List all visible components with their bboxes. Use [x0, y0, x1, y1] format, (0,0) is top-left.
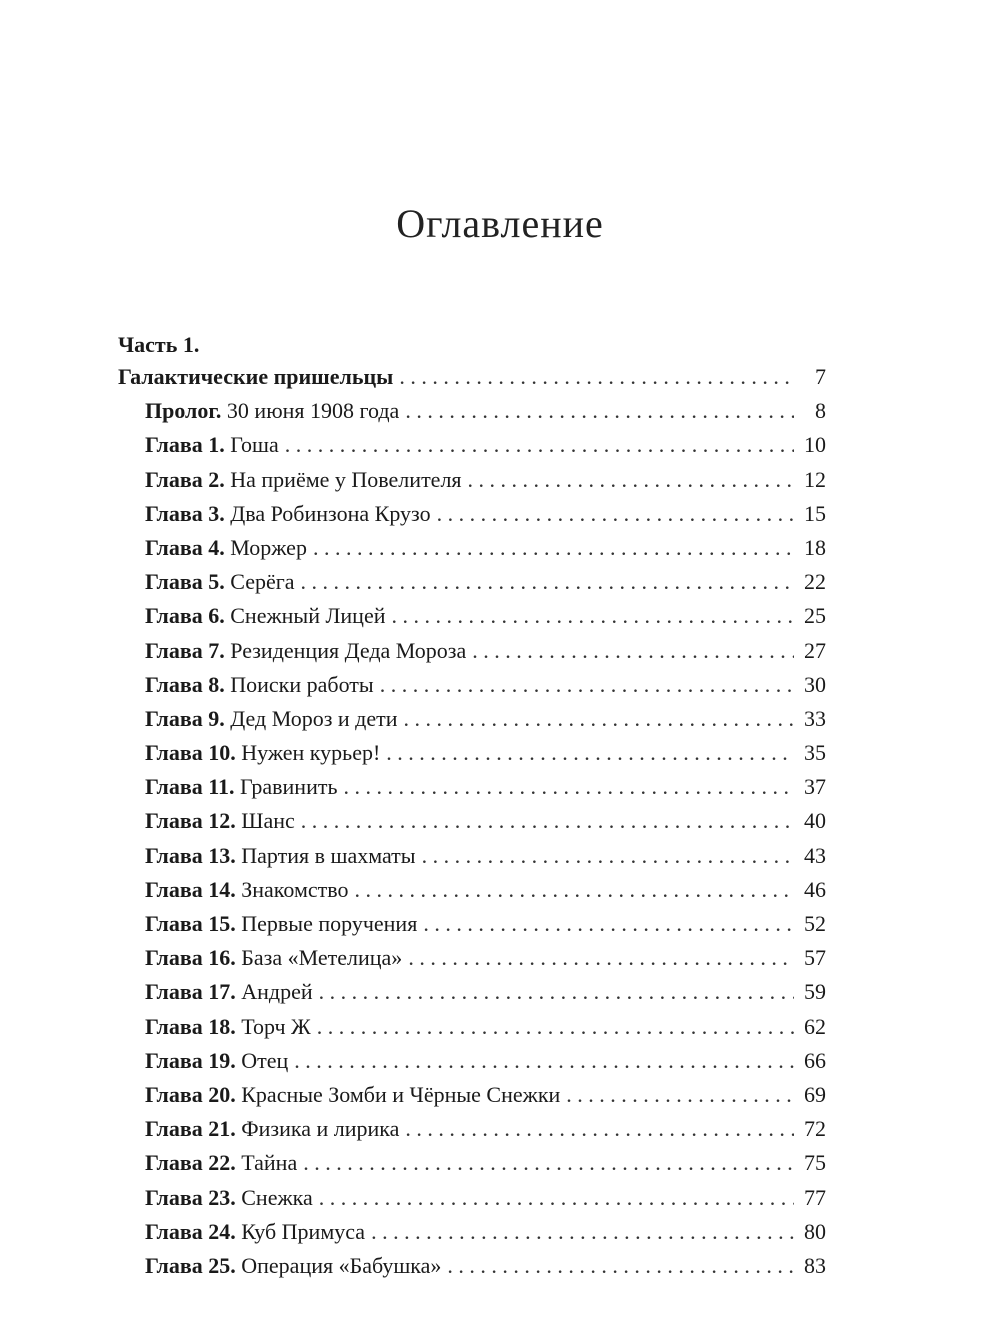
toc-entry-title: Глава 16. База «Метелица» [145, 945, 403, 971]
toc-entry [118, 804, 826, 838]
toc-entry [118, 428, 826, 462]
toc-entry-title: Глава 20. Красные Зомби и Чёрные Снежки [145, 1081, 561, 1107]
toc-entry-title: Глава 17. Андрей [145, 979, 313, 1005]
toc-entry [118, 1078, 826, 1112]
toc-entry-page-number: 12 [804, 466, 826, 492]
dot-leader [399, 360, 794, 394]
dot-leader [405, 394, 794, 428]
dot-leader [422, 839, 794, 873]
toc-entry-page-number: 40 [804, 808, 826, 834]
toc-entry-page-number: 57 [804, 945, 826, 971]
toc-entry [118, 668, 826, 702]
dot-leader [566, 1078, 794, 1112]
toc-entry-title: Глава 4. Моржер [145, 534, 307, 560]
dot-leader [285, 428, 794, 462]
dot-leader [386, 736, 794, 770]
toc-entry [118, 975, 826, 1009]
dot-leader [294, 1044, 794, 1078]
dot-leader [392, 599, 795, 633]
toc-entry [118, 770, 826, 804]
toc-entry [118, 1112, 826, 1146]
toc-entry-title: Глава 18. Торч Ж [145, 1013, 311, 1039]
dot-leader [355, 873, 795, 907]
dot-leader [468, 463, 794, 497]
toc-entry [118, 1249, 826, 1283]
toc-entry [118, 1010, 826, 1044]
toc-entry [118, 1215, 826, 1249]
toc-entry-title: Глава 3. Два Робинзона Крузо [145, 500, 431, 526]
toc-entry-page-number: 77 [804, 1184, 826, 1210]
dot-leader [408, 941, 794, 975]
toc-entry-page-number: 10 [804, 432, 826, 458]
dot-leader [301, 565, 794, 599]
toc-entry-page-number: 80 [804, 1218, 826, 1244]
toc-entry-title: Глава 5. Серёга [145, 569, 295, 595]
table-of-contents [118, 360, 826, 1283]
toc-entry-title: Глава 19. Отец [145, 1047, 289, 1073]
toc-entries [118, 394, 826, 1283]
toc-entry-title: Глава 21. Физика и лирика [145, 1116, 400, 1142]
toc-entry-page-number: 18 [804, 534, 826, 560]
dot-leader [319, 975, 794, 1009]
page-title: Оглавление [396, 201, 604, 246]
toc-entry-page-number: 25 [804, 603, 826, 629]
toc-entry-page-number: 37 [804, 774, 826, 800]
toc-entry-title: Глава 10. Нужен курьер! [145, 740, 381, 766]
toc-entry-title: Глава 12. Шанс [145, 808, 295, 834]
toc-entry-page-number: 33 [804, 705, 826, 731]
toc-entry [118, 565, 826, 599]
toc-entry [118, 599, 826, 633]
toc-entry-title: Глава 6. Снежный Лицей [145, 603, 386, 629]
toc-entry [118, 394, 826, 428]
toc-entry-title: Глава 22. Тайна [145, 1150, 298, 1176]
toc-entry-page-number: 69 [804, 1081, 826, 1107]
toc-entry [118, 1146, 826, 1180]
toc-entry-title: Глава 7. Резиденция Деда Мороза [145, 637, 467, 663]
toc-entry [118, 463, 826, 497]
toc-entry-page-number: 35 [804, 740, 826, 766]
toc-entry [118, 1181, 826, 1215]
toc-entry-page-number: 52 [804, 911, 826, 936]
toc-entry-title: Пролог. 30 июня 1908 года [145, 398, 400, 424]
toc-entry-page-number: 27 [804, 637, 826, 663]
toc-entry [118, 873, 826, 907]
toc-entry [118, 497, 826, 531]
toc-entry [118, 941, 826, 975]
toc-entry-page-number: 8 [815, 398, 826, 424]
toc-entry [118, 702, 826, 736]
dot-leader [303, 1146, 794, 1180]
part-label: Часть 1. [118, 332, 200, 357]
toc-entry-title: Глава 11. Гравинить [145, 774, 338, 800]
toc-part-row [118, 360, 826, 394]
toc-entry-title: Глава 1. Гоша [145, 432, 279, 458]
toc-entry-title: Глава 13. Партия в шахматы [145, 842, 416, 868]
dot-leader [437, 497, 794, 531]
toc-entry-page-number: 30 [804, 671, 826, 697]
toc-entry-page-number: 46 [804, 876, 826, 902]
toc-entry-title: Глава 9. Дед Мороз и дети [145, 705, 398, 731]
toc-entry-page-number: 22 [804, 569, 826, 595]
toc-entry-page-number: 62 [804, 1013, 826, 1039]
toc-entry-title: Глава 14. Знакомство [145, 876, 349, 902]
toc-entry-page-number: 75 [804, 1150, 826, 1176]
toc-entry-page-number: 72 [804, 1116, 826, 1142]
toc-entry-title: Глава 24. Куб Примуса [145, 1218, 366, 1244]
dot-leader [404, 702, 794, 736]
part-name: Галактические пришельцы [118, 364, 394, 389]
dot-leader [319, 1181, 794, 1215]
dot-leader [380, 668, 794, 702]
toc-entry-title: Глава 2. На приёме у Повелителя [145, 466, 462, 492]
part-page-number: 7 [815, 364, 826, 389]
dot-leader [405, 1112, 794, 1146]
toc-entry [118, 1044, 826, 1078]
dot-leader [343, 770, 794, 804]
dot-leader [313, 531, 794, 565]
toc-entry-page-number: 15 [804, 500, 826, 526]
dot-leader [317, 1010, 794, 1044]
toc-entry [118, 634, 826, 668]
toc-entry-title: Глава 8. Поиски работы [145, 671, 374, 697]
toc-entry-title: Глава 25. Операция «Бабушка» [145, 1252, 442, 1278]
dot-leader [447, 1249, 794, 1283]
toc-entry-title: Глава 23. Снежка [145, 1184, 313, 1210]
dot-leader [423, 907, 794, 941]
toc-entry [118, 907, 826, 941]
toc-entry-title: Глава 15. Первые поручения [145, 911, 418, 936]
toc-entry [118, 839, 826, 873]
toc-entry [118, 736, 826, 770]
dot-leader [301, 804, 794, 838]
dot-leader [472, 634, 794, 668]
toc-entry-page-number: 59 [804, 979, 826, 1005]
toc-entry-page-number: 83 [804, 1252, 826, 1278]
dot-leader [371, 1215, 794, 1249]
toc-entry-page-number: 66 [804, 1047, 826, 1073]
toc-entry-page-number: 43 [804, 842, 826, 868]
toc-entry [118, 531, 826, 565]
